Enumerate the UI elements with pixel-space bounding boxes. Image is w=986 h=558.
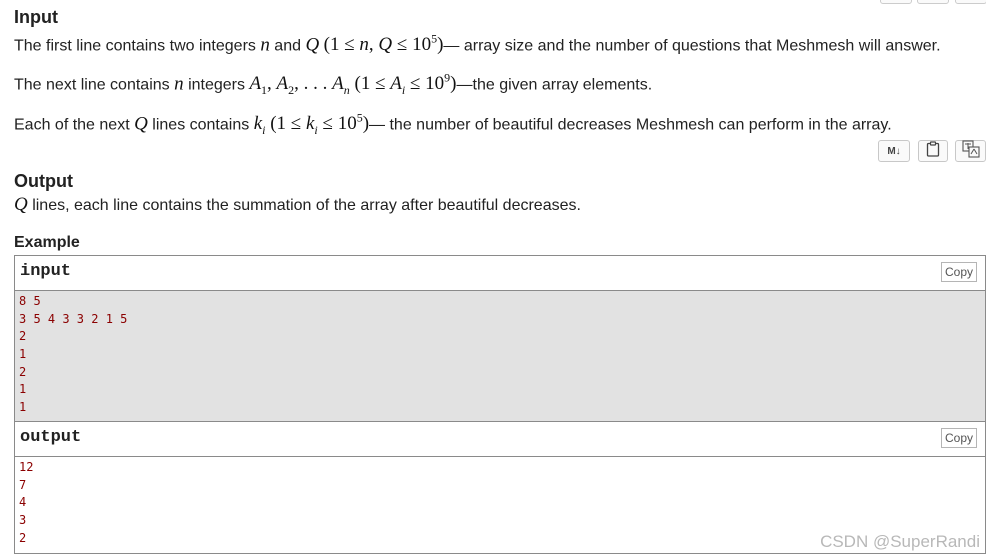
- input-line-1: [14, 32, 941, 56]
- watermark: CSDN @SuperRandi: [820, 532, 980, 551]
- top-translate-button[interactable]: [955, 0, 986, 4]
- sample-line: 4: [19, 495, 27, 510]
- math-n: n: [174, 73, 184, 95]
- sample-input-title: input: [20, 262, 72, 281]
- math-constraint-3: $(1 \le k_i \le 10^5)$: [265, 111, 370, 138]
- clipboard-icon: [926, 141, 940, 162]
- copy-output-button[interactable]: Copy: [941, 428, 977, 448]
- sample-line: 2: [19, 530, 27, 545]
- math-constraint-1: (1 ≤ n, $Q \le 10^5$): [323, 32, 444, 56]
- sample-line: 7: [19, 477, 27, 492]
- input-line-1-and: and: [274, 37, 301, 55]
- input-line-3-prefix: Each of the next: [14, 116, 130, 134]
- sample-line: 2: [19, 329, 27, 344]
- copy-statement-button[interactable]: [918, 140, 948, 162]
- sample-line: 2: [19, 364, 27, 379]
- input-line-3-suffix: — the number of beautiful decreases Meshmesh can perform in the array.: [369, 116, 892, 134]
- input-line-3-contains: lines contains: [152, 116, 250, 134]
- sample-line: 1: [19, 382, 27, 397]
- input-line-2-prefix: The next line contains: [14, 76, 170, 94]
- markdown-button[interactable]: [878, 140, 910, 162]
- output-line-text: lines, each line contains the summation of the array after beautiful decreases.: [32, 197, 581, 214]
- math-n: n: [260, 34, 270, 56]
- sample-line: 1: [19, 400, 27, 415]
- top-markdown-button[interactable]: [880, 0, 912, 4]
- sample-line: 3 5 4 3 3 2 1 5: [19, 311, 128, 326]
- input-line-2-suffix: —the given array elements.: [456, 76, 653, 94]
- input-line-3: [14, 111, 892, 138]
- input-line-2-integers: integers: [188, 76, 245, 94]
- sample-line: 12: [19, 460, 34, 474]
- input-line-2: [14, 71, 652, 98]
- math-Q: Q: [134, 113, 148, 135]
- sample-output-title: output: [20, 428, 82, 447]
- sample-line: 8 5: [19, 294, 41, 308]
- top-clipboard-button[interactable]: [917, 0, 949, 4]
- math-array-elements: $A_1$, $A_2$, . . . $A_n$: [249, 73, 350, 98]
- input-section-title: Input: [14, 7, 58, 27]
- markdown-icon: M↓: [887, 145, 901, 157]
- sample-output-header: [15, 422, 985, 457]
- sample-line: 3: [19, 513, 27, 528]
- translate-icon: [962, 140, 980, 163]
- output-section-title: Output: [14, 171, 73, 191]
- sample-input-box: [14, 255, 986, 422]
- copy-input-button[interactable]: Copy: [941, 262, 977, 282]
- input-line-1-prefix: The first line contains two integers: [14, 37, 256, 55]
- math-k: $k_i$: [253, 113, 266, 138]
- math-Q: Q: [305, 34, 320, 56]
- sample-line: 1: [19, 347, 27, 362]
- sample-input-content[interactable]: [15, 291, 985, 421]
- sample-input-header: [15, 256, 985, 291]
- output-line: [14, 194, 581, 216]
- example-title: Example: [14, 234, 80, 251]
- math-Q: Q: [14, 194, 28, 215]
- math-constraint-2: $(1 \le A_i \le 10^9)$: [349, 71, 457, 98]
- translate-button[interactable]: [955, 140, 986, 162]
- input-line-1-suffix: — array size and the number of questions that Meshmesh will answer.: [443, 37, 941, 55]
